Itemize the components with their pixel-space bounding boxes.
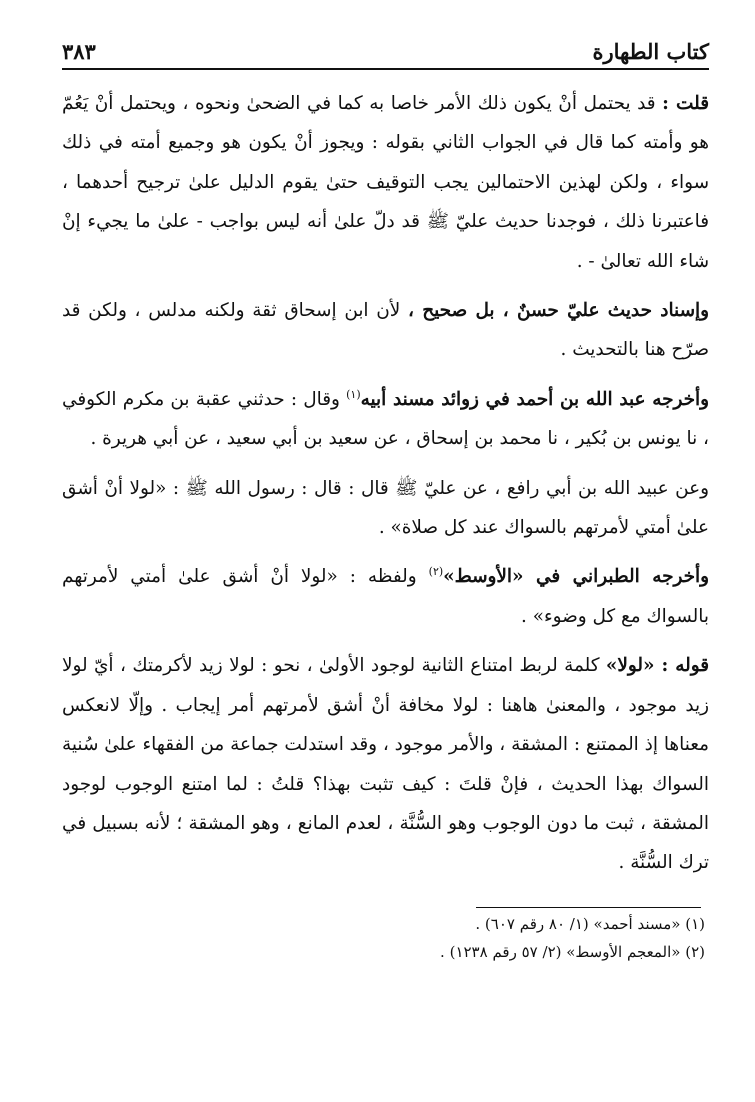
paragraph-lead: وإسناد حديث عليّ حسنٌ ، بل صحيح ، (408, 300, 709, 322)
footnote-1: (١) «مسند أحمد» (١/ ٨٠ رقم ٦٠٧) . (475, 914, 705, 933)
footnote-2: (٢) «المعجم الأوسط» (٢/ ٥٧ رقم ١٢٣٨) . (440, 942, 705, 961)
paragraph-4: وعن عبيد الله بن أبي رافع ، عن عليّ ﷺ قال : قال : رسول الله ﷺ : «لولا أنْ أشق علىٰ أمتي لأمرتهم بالسواك عند كل صلاة» . (62, 477, 709, 539)
paragraph-2: وإسناد حديث عليّ حسنٌ ، بل صحيح ، لأن ابن إسحاق ثقة ولكنه مدلس ، ولكن قد صرّح هنا بالتحديث . (62, 300, 709, 361)
paragraph-lead: قلت : (662, 93, 709, 114)
main-text (62, 84, 709, 883)
footnote-ref-2: (٢) (428, 565, 444, 579)
footnote-ref-1: (١) (346, 387, 361, 401)
paragraph-5: وأخرجه الطبراني في «الأوسط»$^{(٢)}$ ولفظه : «لولا أنْ أشق علىٰ أمتي لأمرتهم بالسواك مع كل وضوء» . (62, 565, 710, 627)
page-number: ٣٨٣ (62, 39, 96, 64)
paragraph-3: وأخرجه عبد الله بن أحمد في زوائد مسند أبيه$^{(١)}$ وقال : حدثني عقبة بن مكرم الكوفي ، نا يونس بن بُكير ، نا محمد بن إسحاق ، عن سعيد بن أبي سعيد ، عن أبي هريرة . (62, 387, 709, 450)
footnote-rule (476, 907, 701, 908)
paragraph-1: قلت : قد يحتمل أنْ يكون ذلك الأمر خاصا به كما في الضحىٰ ونحوه ، ويحتمل أنْ يَعُمّ هو وأمته كما قال في الجواب الثاني بقوله : ويجوز أنْ يكون هو وجميع أمته في ذلك سواء ، ولكن لهذين الاحتمالين يجب التوقيف حتىٰ يقوم الدليل علىٰ ترجيح أحدهما ، فاعتبرنا ذلك ، فوجدنا حديث عليّ ﷺ قد دلّ علىٰ أنه ليس بواجب - علىٰ ما يجيء إنْ شاء الله تعالىٰ - . (62, 93, 709, 272)
paragraph-lead: وأخرجه عبد الله بن أحمد في زوائد مسند أبيه (360, 388, 709, 410)
paragraph-lead: قوله : «لولا» (605, 655, 709, 677)
paragraph-lead: وأخرجه الطبراني في «الأوسط» (443, 566, 710, 588)
running-header (62, 30, 709, 64)
paragraph-6: قوله : «لولا» كلمة لربط امتناع الثانية لوجود الأولىٰ ، نحو : لولا زيد لأكرمتك ، أيّ لولا زيد موجود ، والمعنىٰ هاهنا : لولا مخافة أنْ أشق لأمرتهم أمر إيجاب . وإلّا لانعكس معناها إذ الممتنع : المشقة ، والأمر موجود ، وقد استدلت جماعة من الفقهاء علىٰ سُنية السواك بهذا الحديث ، فإنْ قلتَ : كيف تثبت بهذا؟ قلتُ : لما امتنع الوجوب لوجود المشقة ، ثبت ما دون الوجوب وهو السُّنَّة ، لعدم المانع ، وهو المشقة ؛ لأنه بسبيل في ترك السُّنَّة . (62, 655, 709, 874)
chapter-title: كتاب الطهارة (592, 39, 709, 64)
header-rule (62, 68, 709, 70)
